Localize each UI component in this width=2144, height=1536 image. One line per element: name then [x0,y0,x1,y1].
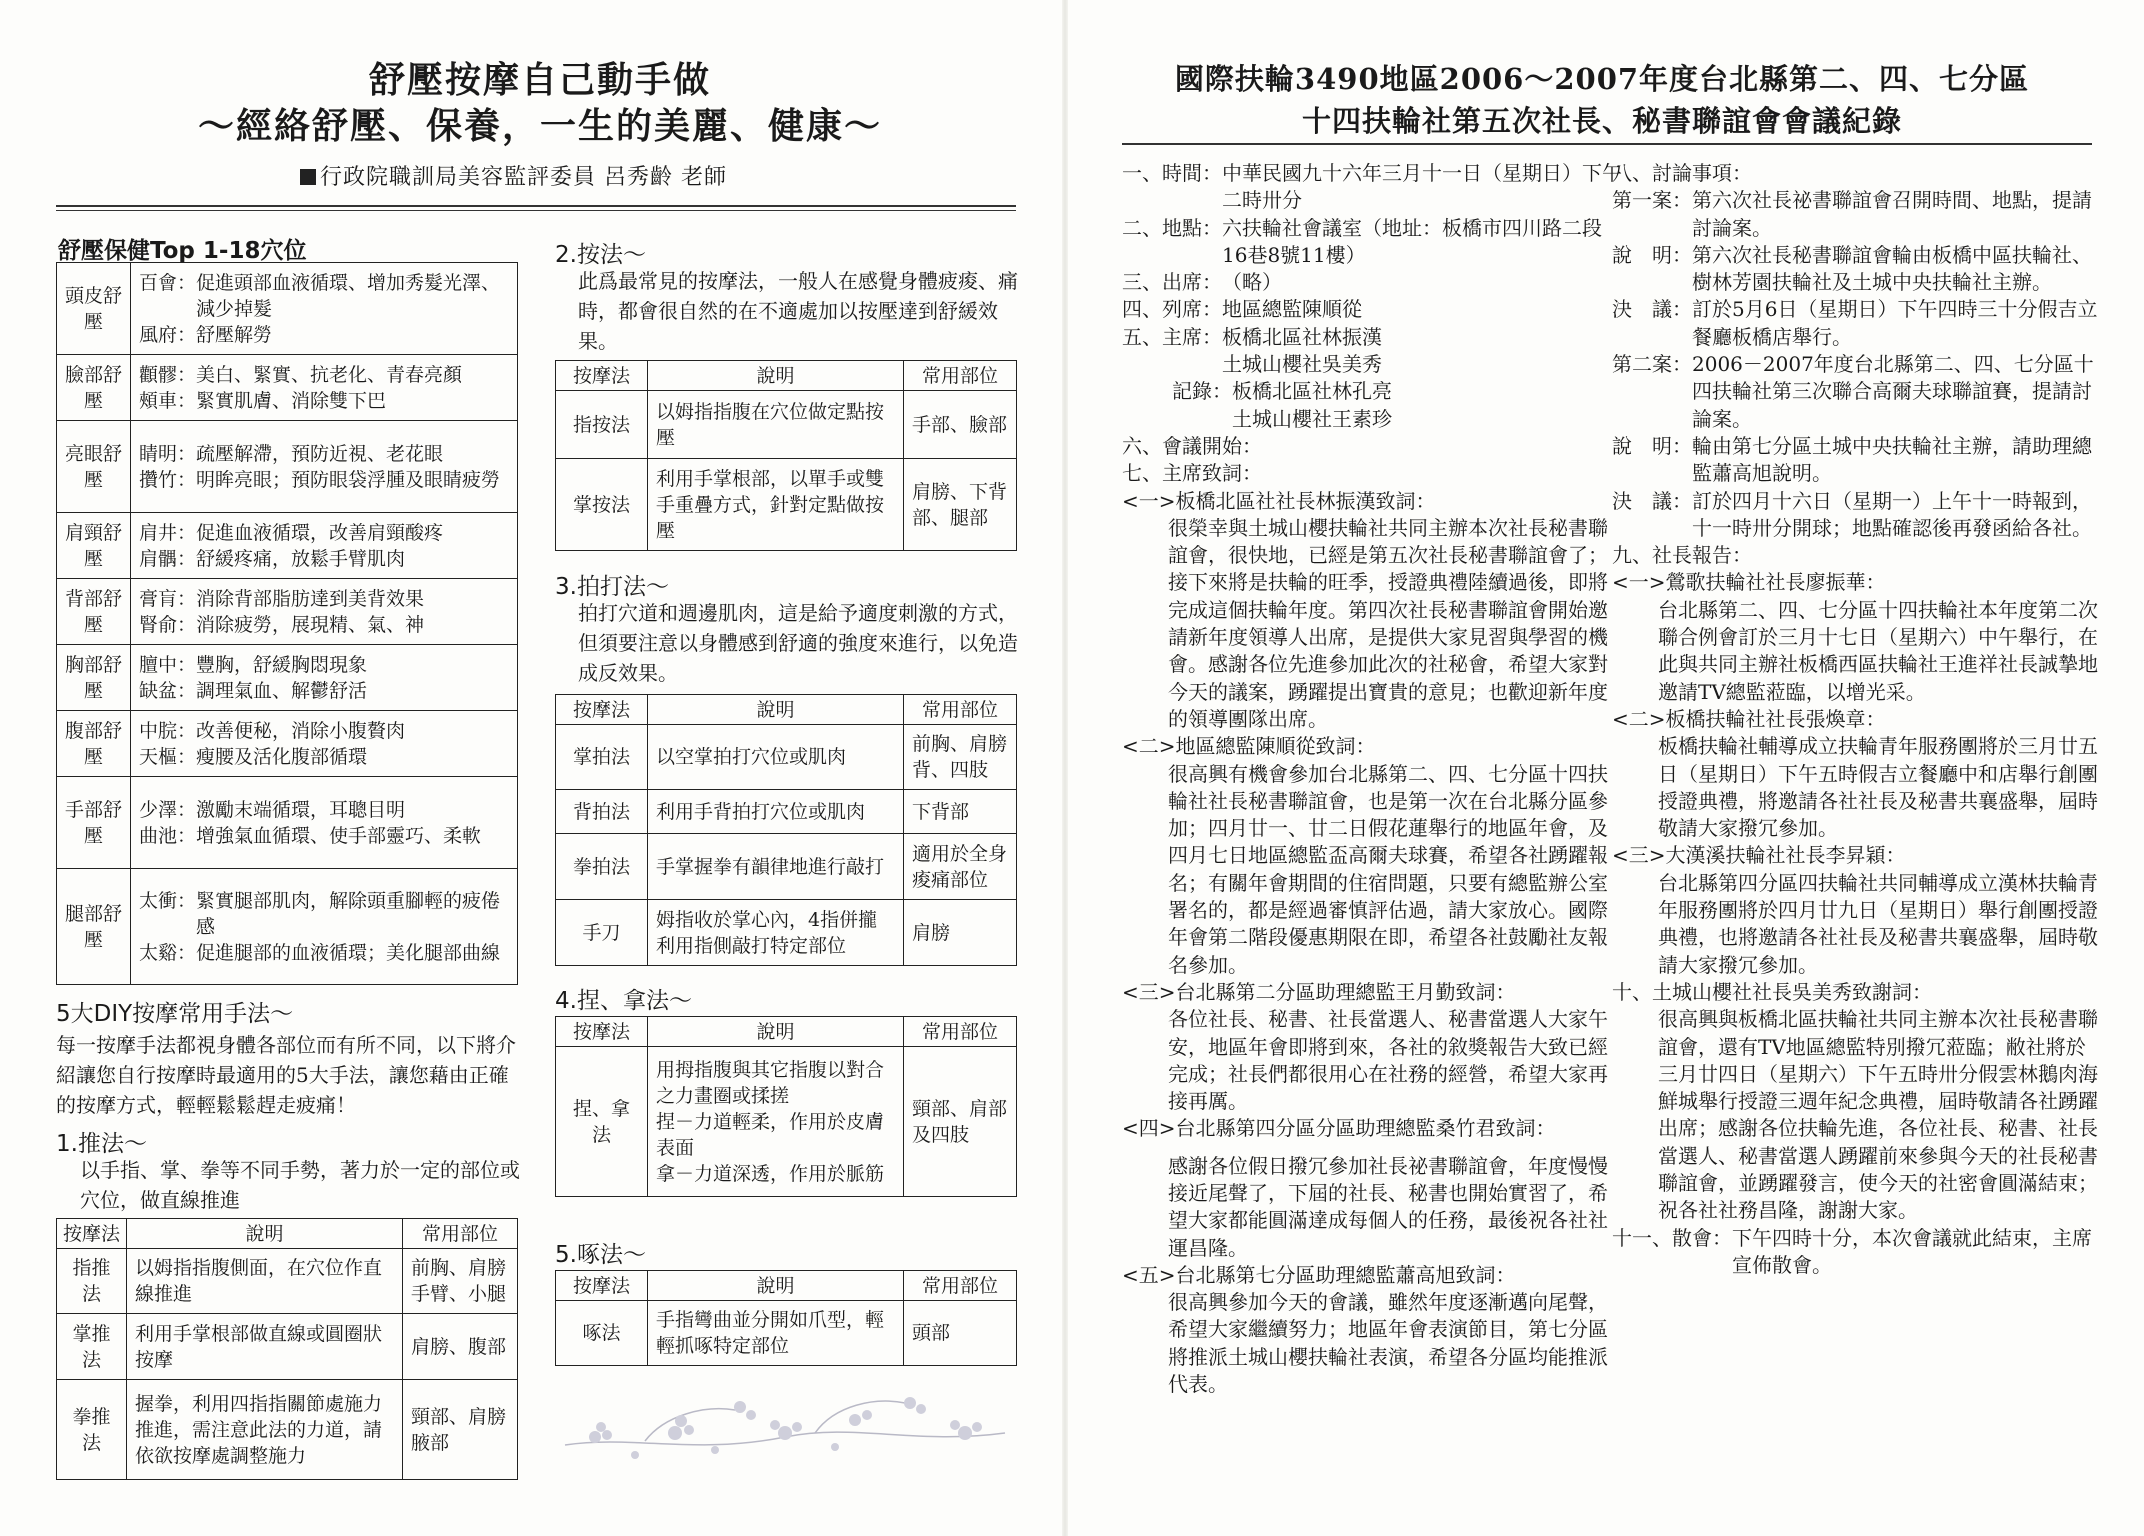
section-label: 四、列席： [1122,297,1222,322]
point-name: 曲池 [139,824,178,847]
desc-cell: 利用手掌根部做直線或圓圈狀按摩 [127,1314,403,1380]
desc-cell: 握拳，利用四指指關節處施力推進，需注意此法的力道，請依欲按摩處調整施力 [127,1380,403,1480]
case-label: 說 明： [1612,242,1692,267]
header-method: 按摩法 [556,695,648,725]
speech-head: <五>台北縣第七分區助理總監蕭高旭致詞： [1122,1262,1516,1287]
minutes-title: 國際扶輪3490地區2006～2007年度台北縣第二、四、七分區 [1174,62,2030,96]
table-row [556,459,1017,551]
desc-cell: 利用手背拍打穴位或肌肉 [648,790,904,834]
table-header-row [556,361,1017,391]
part-cell: 前胸、肩膀背、四肢 [904,725,1017,790]
title-divider-thin [56,210,1016,211]
article-subtitle: ～經絡舒壓、保養，一生的美麗、健康～ [197,105,882,147]
page-fold [1062,0,1068,1536]
pinch-table [555,1016,1017,1197]
table-row [556,725,1017,790]
header-desc: 說明 [648,1271,904,1301]
minutes-column-2 [1612,160,2102,1279]
speech-head: <二>地區總監陳順從致詞： [1122,734,1376,759]
part-cell: 肩膀 [904,900,1017,966]
case-text: 第六次社長祕書聯誼會召開時間、地點，提請討論案。 [1692,188,2092,240]
part-cell: 下背部 [904,790,1017,834]
area-cell: 腹部舒壓 [57,711,131,777]
header-method: 按摩法 [556,1017,648,1047]
points-cell: 膏肓 ： 消除背部脂肪達到美背效果 腎俞 ： 消除疲勞，展現精、氣、神 [131,579,518,645]
method-cell: 掌拍法 [556,725,648,790]
header-desc: 說明 [127,1219,403,1249]
section-meeting-start: 六、會議開始： [1122,433,1262,458]
point-name: 肩井 [139,521,178,544]
section-value: （略） [1222,270,1282,295]
speech-4 [1122,1115,1622,1261]
point-desc: 緊實肌膚、消除雙下巴 [196,389,387,412]
acupoints-table [56,262,518,985]
speech-5 [1122,1262,1622,1398]
section-thanks [1612,979,2102,1225]
report-3 [1612,842,2102,978]
point-desc: 消除背部脂肪達到美背效果 [196,587,425,610]
points-cell: 睛明 ： 疏壓解滯，預防近視、老花眼 攢竹 ： 明眸亮眼；預防眼袋浮腫及眼睛疲勞 [131,421,518,513]
speech-head: <四>台北縣第四分區分區助理總監桑竹君致詞： [1122,1116,1556,1141]
title-divider [1122,143,2092,145]
chair-name: 板橋北區社林振漢 [1222,324,1382,349]
section-observers [1122,296,1622,323]
peck-heading: 5.啄法～ [555,1242,646,1268]
section-label: 五、主席： [1122,324,1222,349]
table-row [556,790,1017,834]
part-cell: 適用於全身痠痛部位 [904,834,1017,900]
method-cell: 拳拍法 [556,834,648,900]
section-time [1122,160,1622,215]
point-name: 肩髃 [139,547,178,570]
desc-cell: 姆指收於掌心內，4指併攏利用指側敲打特定部位 [648,900,904,966]
point-name: 睛明 [139,442,178,465]
point-desc: 增強氣血循環、使手部靈巧、柔軟 [196,824,482,847]
table-row [57,869,518,985]
article-title: 舒壓按摩自己動手做 [368,59,711,101]
speech-2 [1122,733,1622,979]
case-text: 訂於四月十六日（星期一）上午十一時報到，十一時卅分開球；地點確認後再發函給各社。 [1692,488,2092,540]
report-2 [1612,706,2102,842]
speech-1 [1122,488,1622,734]
part-cell: 頸部、肩部及四肢 [904,1047,1017,1197]
section-adjourn [1612,1225,2102,1280]
section-chair [1122,324,1622,379]
method-cell: 拳推法 [57,1380,127,1480]
section-attendance [1122,269,1622,296]
section-chair-speech: 七、主席致詞： [1122,461,1262,486]
report-head: <三>大漢溪扶輪社社長李昇穎： [1612,843,1906,868]
push-table [56,1218,518,1480]
section-recorder [1122,378,1622,433]
method-cell: 背拍法 [556,790,648,834]
case-label: 說 明： [1612,433,1692,458]
recorder-name: 土城山櫻社王素珍 [1232,406,1392,431]
section-discussion: 八、討論事項： [1612,161,1752,185]
tap-table [555,694,1017,966]
header-part: 常用部位 [904,361,1017,391]
table-row [57,711,518,777]
table-header-row [556,695,1017,725]
point-desc: 美白、緊實、抗老化、青春亮顏 [196,363,463,386]
section-place [1122,215,1622,270]
header-part: 常用部位 [904,1017,1017,1047]
point-desc: 調理氣血、解鬱舒活 [196,679,368,702]
table-row [57,421,518,513]
table-row [556,391,1017,459]
header-method: 按摩法 [556,361,648,391]
minutes-subtitle: 十四扶輪社第五次社長、秘書聯誼會會議紀錄 [1301,104,1902,138]
speech-head: <三>台北縣第二分區助理總監王月勤致詞： [1122,979,1516,1004]
section-value: 六扶輪社會議室（地址：板橋市四川路二段16巷8號11樓） [1222,215,1602,267]
section-label: 二、地點： [1122,215,1222,240]
case-label: 決 議： [1612,297,1692,322]
point-name: 太衝 [139,889,178,912]
area-cell: 胸部舒壓 [57,645,131,711]
push-intro: 以手指、掌、拳等不同手勢，著力於一定的部位或穴位，做直線推進 [80,1158,520,1212]
point-desc: 明眸亮眼；預防眼袋浮腫及眼睛疲勞 [196,468,501,491]
author-name: 行政院職訓局美容監評委員 呂秀齡 老師 [320,165,727,190]
desc-cell: 手指彎曲並分開如爪型，輕輕抓啄特定部位 [648,1301,904,1366]
speech-text: 很榮幸與土城山櫻扶輪社共同主辦本次社長秘書聯誼會，很快地，已經是第五次社長秘書聯誼會了；接下來將是扶輪的旺季，授證典禮陸續過後，即將完成這個扶輪年度。第四次社長秘書聯誼會開始邀請新年度領導人出席，是提供大家見習與學習的機會。感謝各位先進參加此次的社秘會，希望大家對今天的議案，踴躍提出寶貴的意見；也歡迎新年度的領導團隊出席。 [1168,515,1608,731]
point-desc: 疏壓解滯，預防近視、老花眼 [196,442,444,465]
section-value [1232,378,1622,433]
case-2 [1612,351,2102,433]
table-row [57,579,518,645]
desc-cell: 以空掌拍打穴位或肌肉 [648,725,904,790]
point-name: 頰車 [139,389,178,412]
left-page [0,0,1060,1536]
table-row [57,777,518,869]
point-name: 缺盆 [139,679,178,702]
method-cell: 啄法 [556,1301,648,1366]
tap-intro: 拍打穴道和週邊肌肉，這是給予適度刺激的方式，但須要注意以身體感到舒適的強度來進行，以免造成反效果。 [578,601,1018,685]
report-text: 台北縣第四分區四扶輪社共同輔導成立漢林扶輪青年服務團將於四月廿九日（星期日）舉行創團授證典禮，也將邀請各社社長及秘書共襄盛舉，屆時敬請大家撥冗參加。 [1658,870,2098,977]
point-desc: 舒緩疼痛，放鬆手臂肌肉 [196,547,406,570]
point-desc: 豐胸，舒緩胸悶現象 [196,653,368,676]
adjourn-text: 下午四時十分，本次會議就此結束，主席宣佈散會。 [1732,1225,2092,1277]
recorder-name: 板橋北區社林孔亮 [1232,379,1392,404]
table-header-row [57,1219,518,1249]
case-text: 第六次社長秘書聯誼會輪由板橋中區扶輪社、樹林芳園扶輪社及土城中央扶輪社主辦。 [1692,242,2092,295]
area-cell: 肩頸舒壓 [57,513,131,579]
section-president-reports: 九、社長報告： [1612,543,1752,568]
table-row [556,1301,1017,1366]
table-row [57,263,518,355]
part-cell: 肩膀、腹部 [403,1314,518,1380]
case-1 [1612,187,2102,242]
header-part: 常用部位 [904,1271,1017,1301]
diy-heading: 5大DIY按摩常用手法～ [56,1001,294,1027]
section-label: 記錄： [1172,379,1232,404]
part-cell: 前胸、肩膀手臂、小腿 [403,1249,518,1314]
section-label: 三、出席： [1122,270,1222,295]
method-cell: 掌按法 [556,459,648,551]
press-table [555,360,1017,551]
table-row [57,513,518,579]
section-value: 地區總監陳順從 [1222,297,1362,322]
part-cell: 頸部、肩膀腋部 [403,1380,518,1480]
point-name: 百會 [139,271,178,294]
desc-line: 用拇指腹與其它指腹以對合之力畫圈或揉搓 [656,1058,885,1107]
desc-cell: 手掌握拳有韻律地進行敲打 [648,834,904,900]
part-cell: 手部、臉部 [904,391,1017,459]
point-name: 少澤 [139,798,178,821]
case-1-explanation [1612,242,2102,297]
section-value: 中華民國九十六年三月十一日（星期日）下午二時卅分 [1222,161,1622,213]
area-cell: 腿部舒壓 [57,869,131,985]
speech-text: 感謝各位假日撥冗參加社長祕書聯誼會，年度慢慢接近尾聲了，下屆的社長、秘書也開始實習了，希望大家都能圓滿達成每個人的任務，最後祝各社社運昌隆。 [1168,1153,1608,1260]
method-cell: 指按法 [556,391,648,459]
desc-cell: 以姆指指腹側面，在穴位作直線推進 [127,1249,403,1314]
header-desc: 說明 [648,695,904,725]
desc-line: 捏－力道輕柔，作用於皮膚表面 [656,1110,885,1159]
point-desc: 促進血液循環，改善肩頸酸疼 [196,521,444,544]
header-part: 常用部位 [904,695,1017,725]
area-cell: 手部舒壓 [57,777,131,869]
title-divider [56,205,1016,207]
case-text: 訂於5月6日（星期日）下午四時三十分假吉立餐廳板橋店舉行。 [1692,297,2098,349]
point-desc: 改善便秘，消除小腹贅肉 [196,719,406,742]
point-desc: 促進頭部血液循環、增加秀髮光澤、減少掉髮 [196,271,501,320]
point-desc: 緊實腿部肌肉，解除頭重腳輕的疲倦感 [196,889,501,938]
point-name: 天樞 [139,745,178,768]
flower-decoration-icon [555,1375,1015,1475]
case-text: 2006－2007年度台北縣第二、四、七分區十四扶輪社第三次聯合高爾夫球聯誼賽，提請討論案。 [1692,352,2094,431]
speech-head: <一>板橋北區社社長林振漢致詞： [1122,488,1436,513]
chair-name: 土城山櫻社吳美秀 [1222,352,1382,377]
report-head: <一>鶯歌扶輪社社長廖振華： [1612,570,1886,595]
part-cell: 頭部 [904,1301,1017,1366]
point-desc: 激勵末端循環，耳聰目明 [196,798,406,821]
point-name: 顴髎 [139,363,178,386]
section-value [1222,324,1622,379]
method-cell: 掌推法 [57,1314,127,1380]
case-2-resolution [1612,488,2102,543]
method-cell: 捏、拿法 [556,1047,648,1197]
point-desc: 舒壓解勞 [196,323,273,346]
peck-table [555,1270,1017,1366]
table-row [57,1314,518,1380]
case-1-resolution [1612,296,2102,351]
point-name: 攢竹 [139,468,178,491]
points-cell: 太衝 ： 緊實腿部肌肉，解除頭重腳輕的疲倦感 太谿 ： 促進腿部的血液循環；美化腿部曲線 [131,869,518,985]
case-label: 第一案： [1612,188,1692,213]
table-row [57,1249,518,1314]
method-cell: 指推法 [57,1249,127,1314]
area-cell: 頭皮舒壓 [57,263,131,355]
table-header-row [556,1271,1017,1301]
area-cell: 臉部舒壓 [57,355,131,421]
point-desc: 消除疲勞，展現精、氣、神 [196,613,425,636]
point-name: 膻中 [139,653,178,676]
adjourn-label: 十一、散會： [1612,1225,1732,1250]
speech-text: 各位社長、秘書、社長當選人、秘書當選人大家午安，地區年會即將到來，各社的敘獎報告大致已經完成；社長們都很用心在社務的經營，希望大家再接再厲。 [1168,1007,1608,1114]
point-name: 膏肓 [139,587,178,610]
header-method: 按摩法 [556,1271,648,1301]
table-row [57,1380,518,1480]
desc-line: 拿－力道深透，作用於脈筋 [656,1162,885,1185]
points-cell: 肩井 ： 促進血液循環，改善肩頸酸疼 肩髃 ： 舒緩疼痛，放鬆手臂肌肉 [131,513,518,579]
table-header-row [556,1017,1017,1047]
table-row [556,1047,1017,1197]
points-cell: 百會 ： 促進頭部血液循環、增加秀髮光澤、減少掉髮 風府 ： 舒壓解勞 [131,263,518,355]
speech-text: 很高興有機會參加台北縣第二、四、七分區十四扶輪社社長秘書聯誼會，也是第一次在台北縣分區參加；四月廿一、廿二日假花蓮舉行的地區年會，及四月七日地區總監盃高爾夫球賽，希望各社踴躍報名；有關年會期間的住宿問題，只要有總監辦公室署名的，都是經過審慎評估過，請大家放心。國際年會第二階段優惠期限在即，希望各社鼓勵社友報名參加。 [1168,761,1608,977]
table-row [556,834,1017,900]
case-label: 第二案： [1612,352,1692,377]
desc-cell: 利用手掌根部，以單手或雙手重疊方式，針對定點做按壓 [648,459,904,551]
report-text: 板橋扶輪社輔導成立扶輪青年服務團將於三月廿五日（星期日）下午五時假吉立餐廳中和店舉行創團授證典禮，將邀請各社社長及秘書共襄盛舉，屆時敬請大家撥冗參加。 [1658,734,2098,841]
point-desc: 瘦腰及活化腹部循環 [196,745,368,768]
press-heading: 2.按法～ [555,242,646,268]
points-cell: 少澤 ： 激勵末端循環，耳聰目明 曲池 ： 增強氣血循環、使手部靈巧、柔軟 [131,777,518,869]
area-cell: 亮眼舒壓 [57,421,131,513]
header-desc: 說明 [648,1017,904,1047]
point-name: 太谿 [139,941,178,964]
header-method: 按摩法 [57,1219,127,1249]
point-name: 風府 [139,323,178,346]
table-row [57,645,518,711]
part-cell: 肩膀、下背部、腿部 [904,459,1017,551]
pinch-heading: 4.捏、拿法～ [555,988,692,1014]
report-1 [1612,569,2102,705]
minutes-column-1 [1122,160,1622,1398]
thanks-text: 很高興與板橋北區扶輪社共同主辦本次社長秘書聯誼會，還有TV地區總監特別撥冗蒞臨；敝社將於三月廿四日（星期六）下午五時卅分假雲林鵝肉海鮮城舉行授證三週年紀念典禮，屆時敬請各社踴躍出席；感謝各位扶輪先進，各位社長、秘書、社長當選人、秘書當選人踴躍前來參與今天的社長秘書聯誼會，並踴躍發言，使今天的社密會圓滿結束；祝各社社務昌隆，謝謝大家。 [1658,1007,2098,1223]
point-name: 中脘 [139,719,178,742]
point-desc: 促進腿部的血液循環；美化腿部曲線 [196,941,501,964]
thanks-head: 十、土城山櫻社社長吳美秀致謝詞： [1612,979,1932,1004]
case-label: 決 議： [1612,488,1692,513]
report-head: <二>板橋扶輪社社長張煥章： [1612,706,1886,731]
desc-cell [648,1047,904,1197]
speech-text: 很高興參加今天的會議，雖然年度逐漸邁向尾聲，希望大家繼續努力；地區年會表演節目，第七分區將推派土城山櫻扶輪社表演，希望各分區均能推派代表。 [1168,1290,1608,1397]
diy-intro: 每一按摩手法都視身體各部位而有所不同，以下將介紹讓您自行按摩時最適用的5大手法，讓您藉由正確的按摩方式，輕輕鬆鬆趕走疲痛！ [56,1033,516,1117]
speech-3 [1122,979,1622,1115]
tap-heading: 3.拍打法～ [555,574,669,600]
press-intro: 此爲最常見的按摩法，一般人在感覺身體疲痠、痛時，都會很自然的在不適處加以按壓達到舒緩效果。 [578,269,1018,353]
header-part: 常用部位 [403,1219,518,1249]
points-cell: 顴髎 ： 美白、緊實、抗老化、青春亮顏 頰車 ： 緊實肌膚、消除雙下巴 [131,355,518,421]
table-row [57,355,518,421]
acupoints-body [57,263,518,985]
acupoints-heading: 舒壓保健Top 1-18穴位 [58,238,307,264]
points-cell: 中脘 ： 改善便秘，消除小腹贅肉 天樞 ： 瘦腰及活化腹部循環 [131,711,518,777]
area-cell: 背部舒壓 [57,579,131,645]
author-line [300,160,727,191]
points-cell: 膻中 ： 豐胸，舒緩胸悶現象 缺盆 ： 調理氣血、解鬱舒活 [131,645,518,711]
square-bullet-icon [300,169,316,185]
report-text: 台北縣第二、四、七分區十四扶輪社本年度第二次聯合例會訂於三月十七日（星期六）中午舉行，在此與共同主辦社板橋西區扶輪社王進祥社長誠摯地邀請TV總監蒞臨，以增光采。 [1658,597,2098,704]
desc-cell: 以姆指指腹在穴位做定點按壓 [648,391,904,459]
table-row [556,900,1017,966]
point-name: 腎俞 [139,613,178,636]
right-page [1072,0,2144,1536]
case-text: 輪由第七分區土城中央扶輪社主辦，請助理總監蕭高旭說明。 [1692,433,2092,486]
case-2-explanation [1612,433,2102,488]
header-desc: 說明 [648,361,904,391]
method-cell: 手刀 [556,900,648,966]
push-heading: 1.推法～ [56,1131,147,1157]
section-label: 一、時間： [1122,161,1222,185]
